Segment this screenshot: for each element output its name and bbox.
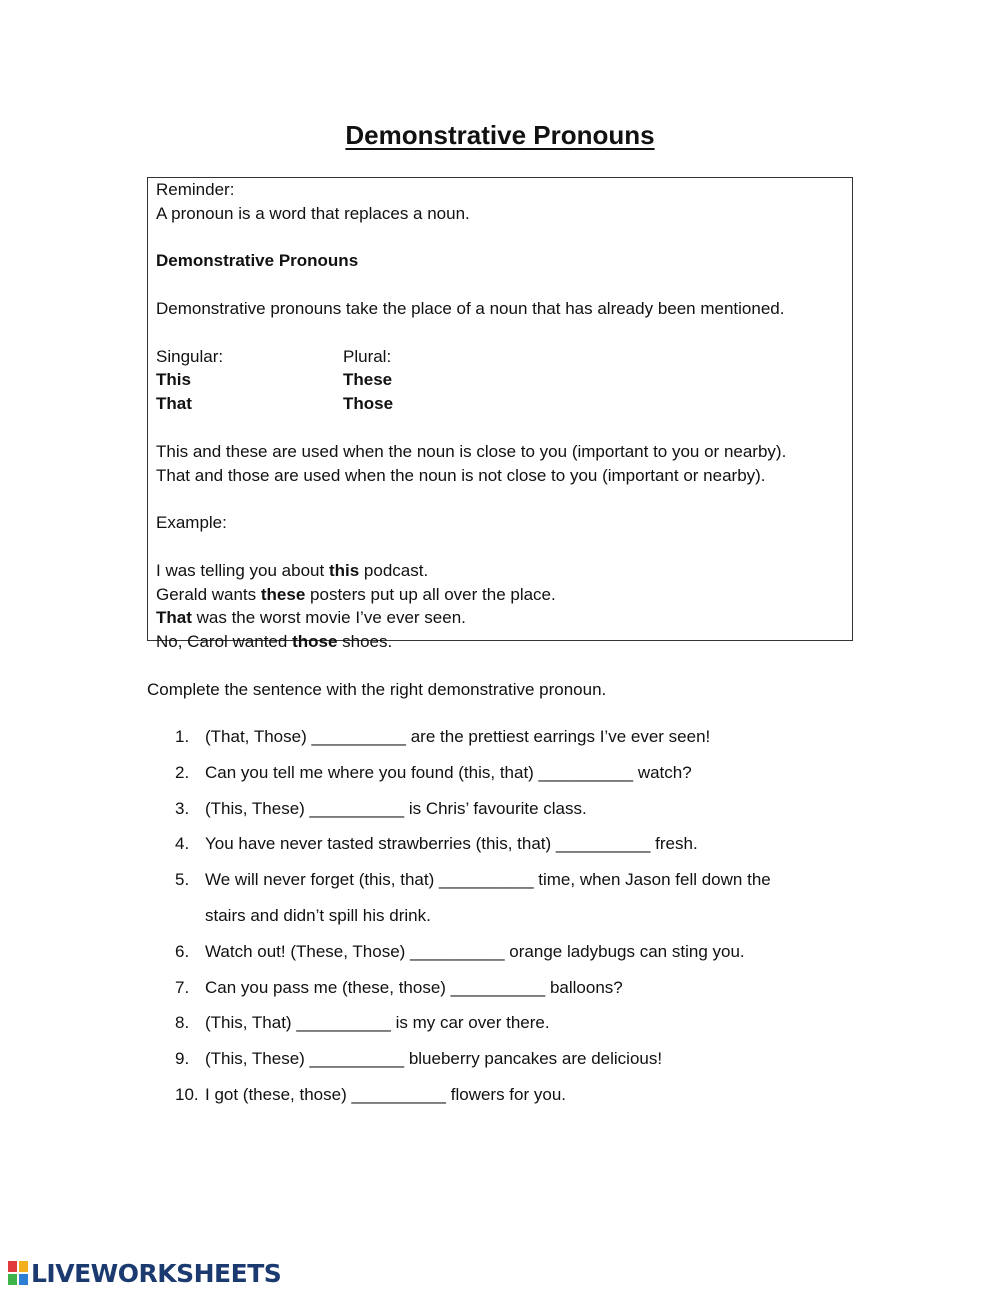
logo-square [8, 1261, 17, 1272]
plural-word: Those [343, 394, 394, 414]
logo-text: LIVEWORKSHEETS [31, 1258, 282, 1288]
logo-mark-icon [8, 1261, 28, 1285]
example-sentence: No, Carol wanted those shoes. [156, 632, 393, 652]
singular-label: Singular: [156, 346, 224, 366]
example-label: Example: [156, 513, 227, 533]
list-item: 8. (This, That) __________ is my car over there. [175, 1013, 550, 1033]
list-item: 5. We will never forget (this, that) __________ time, when Jason fell down the stairs and didn’t spill his drink. [175, 870, 771, 925]
rule-near: This and these are used when the noun is close to you (important to you or nearby). [156, 441, 787, 461]
list-item: 3. (This, These) __________ is Chris’ favourite class. [175, 798, 587, 818]
box-intro: Demonstrative pronouns take the place of a noun that has already been mentioned. [156, 298, 785, 318]
example-sentence: Gerald wants these posters put up all over the place. [156, 584, 556, 604]
list-item: 1. (That, Those) __________ are the prettiest earrings I’ve ever seen! [175, 727, 711, 746]
liveworksheets-logo [8, 1258, 281, 1288]
exercise-instruction: Complete the sentence with the right demonstrative pronoun. [147, 680, 607, 699]
logo-square [8, 1274, 17, 1285]
list-item: 4. You have never tasted strawberries (this, that) __________ fresh. [175, 834, 698, 854]
pronoun-definition: A pronoun is a word that replaces a noun. [156, 203, 470, 223]
singular-word: This [156, 370, 191, 390]
plural-label: Plural: [343, 346, 392, 366]
example-sentence: That was the worst movie I’ve ever seen. [156, 608, 466, 628]
example-sentence: I was telling you about this podcast. [156, 560, 429, 580]
list-item: 9. (This, These) __________ blueberry pancakes are delicious! [175, 1049, 663, 1069]
pronoun-table-row [156, 368, 844, 392]
reminder-box [147, 177, 853, 652]
page-title: Demonstrative Pronouns [345, 120, 655, 150]
rule-far: That and those are used when the noun is not close to you (important or nearby). [156, 465, 766, 485]
exercise-list [175, 726, 815, 1120]
logo-square [19, 1274, 28, 1285]
plural-word: These [343, 370, 393, 390]
reminder-label: Reminder: [156, 180, 235, 199]
logo-square [19, 1261, 28, 1272]
box-heading: Demonstrative Pronouns [156, 251, 359, 271]
list-item: 2. Can you tell me where you found (this, that) __________ watch? [175, 762, 692, 782]
pronoun-table-header [156, 345, 844, 369]
pronoun-table-row [156, 392, 844, 416]
list-item: 6. Watch out! (These, Those) __________ orange ladybugs can sting you. [175, 941, 745, 961]
list-item: 10. I got (these, those) __________ flowers for you. [175, 1084, 567, 1104]
list-item: 7. Can you pass me (these, those) __________ balloons? [175, 977, 623, 997]
singular-word: That [156, 394, 192, 414]
